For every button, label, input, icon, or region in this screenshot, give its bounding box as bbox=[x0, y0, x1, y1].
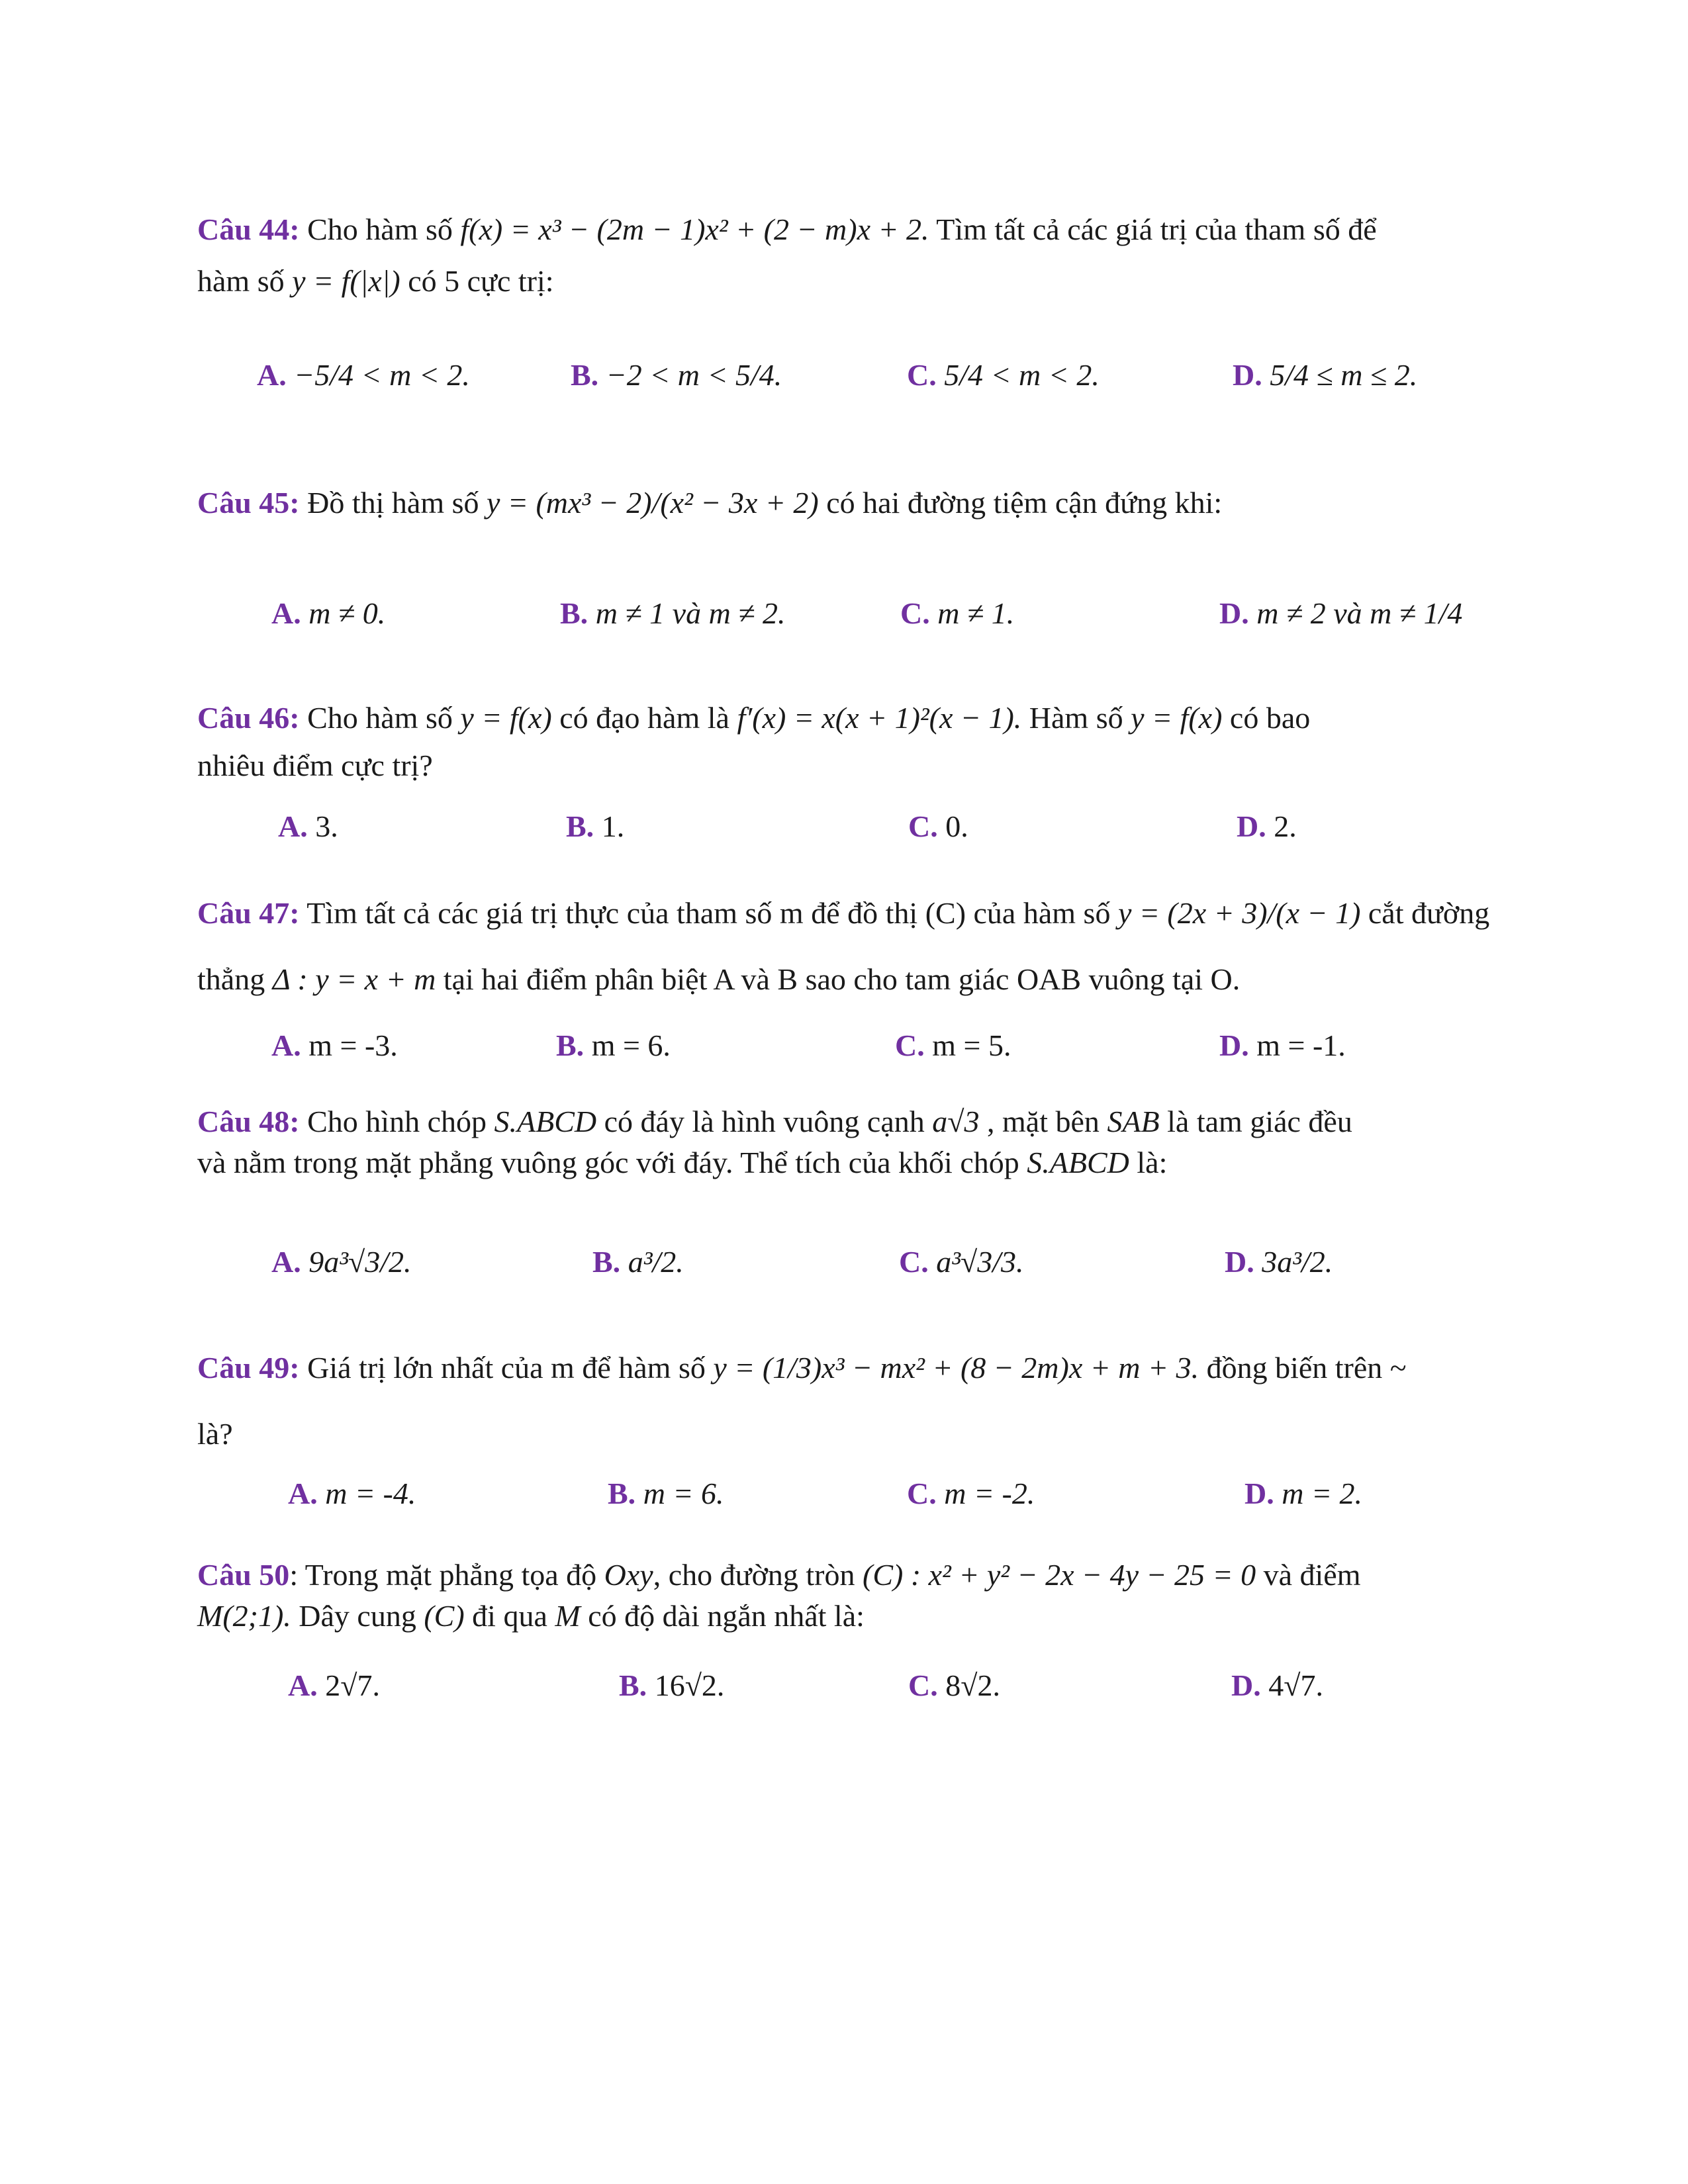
option-a[interactable]: A. m ≠ 0. bbox=[271, 596, 386, 630]
option-c[interactable]: C. 8√2. bbox=[908, 1668, 1000, 1702]
option-d[interactable]: D. 5/4 ≤ m ≤ 2. bbox=[1233, 358, 1418, 392]
option-d[interactable]: D. 2. bbox=[1237, 809, 1297, 843]
option-b[interactable]: B. 16√2. bbox=[619, 1668, 725, 1702]
option-a[interactable]: A. −5/4 < m < 2. bbox=[257, 358, 470, 392]
question-label: Câu 44: bbox=[197, 212, 300, 246]
question-label: Câu 48: bbox=[197, 1105, 300, 1138]
math-expression: y = (mx³ − 2)/(x² − 3x + 2) bbox=[487, 486, 819, 520]
math-expression: y = f(|x|) bbox=[292, 264, 400, 298]
option-c[interactable]: C. m = -2. bbox=[907, 1477, 1035, 1510]
option-c[interactable]: C. a³√3/3. bbox=[899, 1245, 1024, 1279]
question-label: Câu 49: bbox=[197, 1351, 300, 1385]
option-d[interactable]: D. 3a³/2. bbox=[1225, 1245, 1333, 1279]
option-d[interactable]: D. 4√7. bbox=[1231, 1668, 1323, 1702]
math-expression: Oxy bbox=[604, 1558, 653, 1592]
math-expression: M bbox=[555, 1599, 581, 1633]
math-expression: y = (1/3)x³ − mx² + (8 − 2m)x + m + 3. bbox=[713, 1351, 1199, 1385]
math-expression: S.ABCD bbox=[494, 1105, 597, 1138]
option-b[interactable]: B. a³/2. bbox=[592, 1245, 684, 1279]
option-a[interactable]: A. 3. bbox=[278, 809, 338, 843]
option-b[interactable]: B. m ≠ 1 và m ≠ 2. bbox=[560, 596, 786, 630]
math-expression: (C) : x² + y² − 2x − 4y − 25 = 0 bbox=[863, 1558, 1256, 1592]
math-expression: a√3 bbox=[932, 1105, 980, 1138]
option-b[interactable]: B. m = 6. bbox=[556, 1028, 671, 1062]
math-expression: f′(x) = x(x + 1)²(x − 1). bbox=[737, 701, 1022, 735]
option-b[interactable]: B. −2 < m < 5/4. bbox=[571, 358, 782, 392]
math-expression: SAB bbox=[1107, 1105, 1160, 1138]
option-c[interactable]: C. 0. bbox=[908, 809, 968, 843]
math-expression: y = f(x) bbox=[1131, 701, 1223, 735]
option-a[interactable]: A. 2√7. bbox=[288, 1668, 380, 1702]
math-expression: Δ : y = x + m bbox=[272, 962, 436, 996]
question-label: Câu 47: bbox=[197, 896, 300, 930]
math-expression: f(x) = x³ − (2m − 1)x² + (2 − m)x + 2. bbox=[460, 212, 929, 246]
option-c[interactable]: C. m ≠ 1. bbox=[900, 596, 1015, 630]
question-label: Câu 46: bbox=[197, 701, 300, 735]
option-a[interactable]: A. m = -3. bbox=[271, 1028, 398, 1062]
option-c[interactable]: C. m = 5. bbox=[895, 1028, 1011, 1062]
math-expression: S.ABCD bbox=[1027, 1146, 1129, 1179]
math-expression: y = (2x + 3)/(x − 1) bbox=[1117, 896, 1361, 930]
math-expression: M(2;1). bbox=[197, 1599, 291, 1633]
question-label: Câu 45: bbox=[197, 486, 300, 520]
option-d[interactable]: D. m = -1. bbox=[1219, 1028, 1346, 1062]
question-label: Câu 50 bbox=[197, 1558, 290, 1592]
option-a[interactable]: A. m = -4. bbox=[288, 1477, 416, 1510]
option-c[interactable]: C. 5/4 < m < 2. bbox=[907, 358, 1100, 392]
option-d[interactable]: D. m = 2. bbox=[1244, 1477, 1362, 1510]
option-a[interactable]: A. 9a³√3/2. bbox=[271, 1245, 412, 1279]
math-expression: (C) bbox=[424, 1599, 465, 1633]
option-b[interactable]: B. 1. bbox=[566, 809, 625, 843]
math-expression: y = f(x) bbox=[460, 701, 552, 735]
option-b[interactable]: B. m = 6. bbox=[608, 1477, 724, 1510]
exam-page: Câu 44: Cho hàm số f(x) = x³ − (2m − 1)x² + (2 − m)x + 2. Tìm tất cả các giá trị của tham số để hàm số y = f(|x|) có 5 cực trị: A. −5/4 < m < 2. B. −2 < m < 5/4. C. 5/4 < m < 2. D. 5/4 ≤ m ≤ 2. Câu 45: Đồ thị hàm số y = (mx³ − 2)/(x² − 3x + 2) có hai đường tiệm cận đứng khi: A. m ≠ 0. B. m ≠ 1 và m ≠ 2. C. m ≠ 1. D. m ≠ 2 và m ≠ 1/4 Câu 46: Cho hàm số y = f(x) có đạo hàm là f′(x) = x(x + 1)²(x − 1). Hàm số y = f(x) có bao nhiêu điểm cực trị? A. 3. B. 1. C. 0. D. 2. Câu 47: Tìm tất cả các giá trị thực của tham số m để đồ thị (C) của hàm số y = (2x + 3)/(x − 1) cắt đường thẳng Δ : y = x + m tại hai điểm phân biệt A và B sao cho tam giác OAB vuông tại O. A. m = -3. B. m = 6. C. m = 5. D. m = -1. Câu 48: Cho hình chóp S.ABCD có đáy là hình vuông cạnh a√3 , mặt bên SAB là tam giác đều và nằm trong mặt phẳng vuông góc với đáy. Thể tích của khối chóp S.ABCD là: A. 9a³√3/2. B. a³/2. C. a³√3/3. D. 3a³/2. Câu 49: Giá trị lớn nhất của m để hàm số y = (1/3)x³ − mx² + (8 − 2m)x + m + 3. đồng biến trên ~ là? A. m = -4. B. m = 6. C. m = -2. D. m = 2. Câu 50: Trong mặt phẳng tọa độ Oxy, cho đường tròn (C) : x² + y² − 2x − 4y − 25 = 0 và điểm M(2;1). Dây cung (C) đi qua M có độ dài ngắn nhất là: A. 2√7. B. 16√2. C. 8√2. D. 4√7. bbox=[197, 212, 1490, 1702]
option-d[interactable]: D. m ≠ 2 và m ≠ 1/4 bbox=[1219, 596, 1463, 630]
